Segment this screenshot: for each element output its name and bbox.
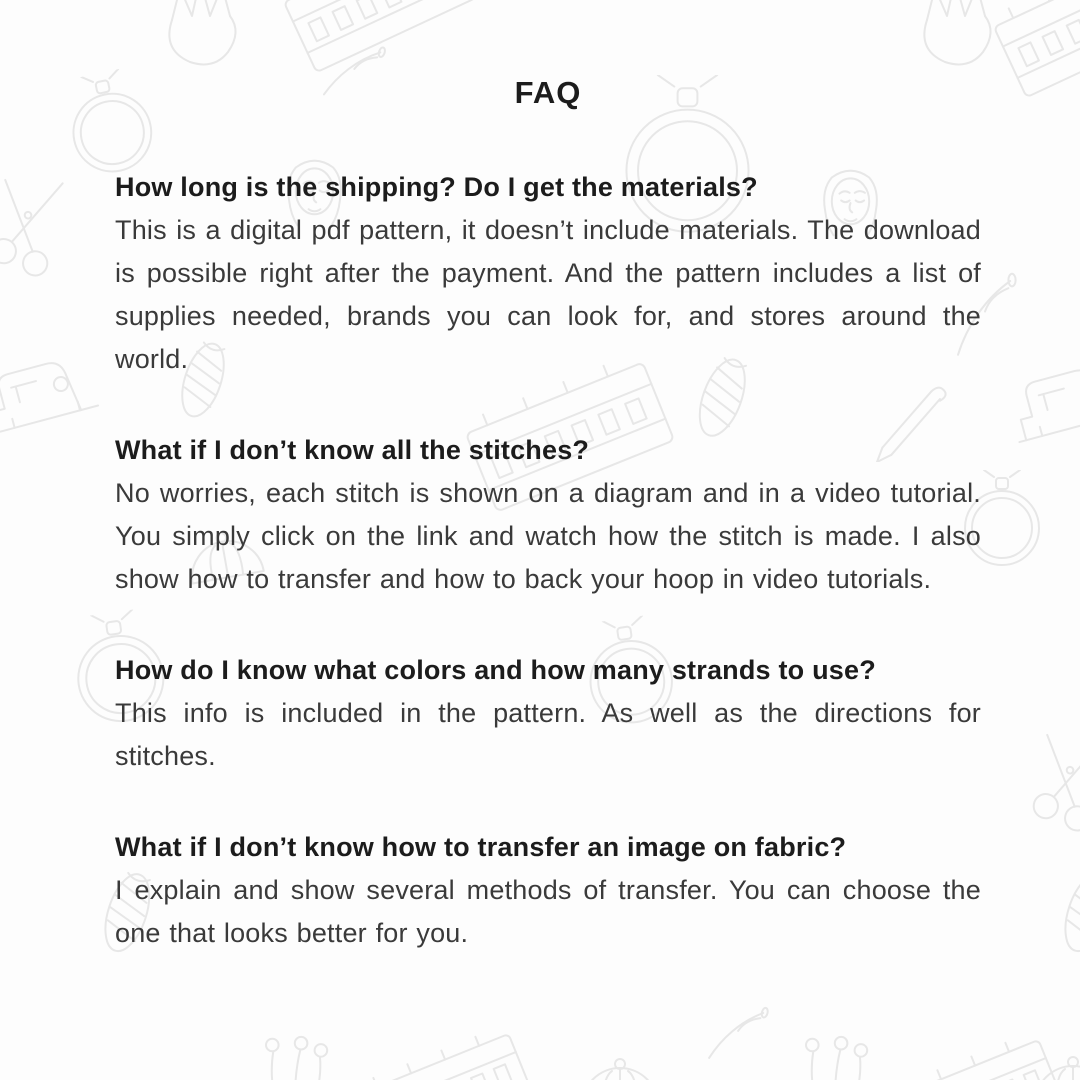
faq-page [115, 75, 981, 955]
sewing-machine-icon [0, 354, 98, 434]
yarn-dome-icon [582, 1059, 658, 1080]
pins-icon [266, 1037, 327, 1080]
scissors-icon [1031, 728, 1080, 832]
page-title: FAQ [514, 75, 582, 110]
faq-item [115, 166, 981, 381]
faq-answer: I explain and show several methods of transfer. You can choose the one that looks better for you. [115, 875, 981, 948]
pins-icon [806, 1037, 867, 1080]
building-icon [885, 1031, 1065, 1080]
faq-question: What if I don’t know how to transfer an image on fabric? [115, 832, 847, 862]
faq-answer: This info is included in the pattern. As well as the directions for stitches. [115, 698, 981, 771]
building-icon [279, 0, 476, 72]
faq-item [115, 826, 981, 955]
sewing-machine-icon [1005, 361, 1080, 442]
flower-bud-icon [924, 0, 990, 64]
faq-answer: This is a digital pdf pattern, it doesn’t include materials. The download is possible right after the payment. And the pattern includes a list of supplies needed, brands you can look for, and stores around the world. [115, 215, 981, 374]
needle-thread-icon [709, 997, 769, 1069]
faq-question: How do I know what colors and how many strands to use? [115, 655, 876, 685]
thread-skein-icon [1057, 869, 1080, 957]
faq-item [115, 649, 981, 778]
faq-item [115, 429, 981, 601]
scissors-icon [0, 173, 63, 277]
faq-question: How long is the shipping? Do I get the materials? [115, 172, 758, 202]
faq-answer: No worries, each stitch is shown on a diagram and in a video tutorial. You simply click on the link and watch how the stitch is made. I also show how to transfer and how to back your hoop in video tutorials. [115, 478, 981, 594]
flower-bud-icon [169, 0, 235, 64]
building-icon [989, 0, 1080, 97]
building-icon [355, 1025, 535, 1080]
faq-question: What if I don’t know all the stitches? [115, 435, 590, 465]
